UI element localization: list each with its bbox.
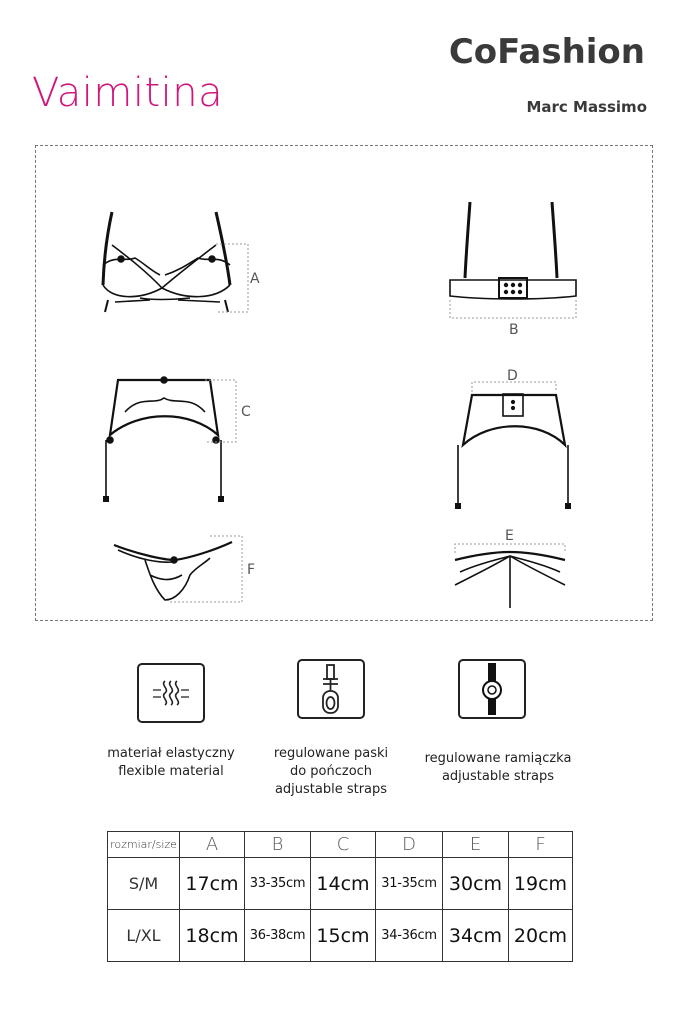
column-header: F [509,832,573,858]
brand-logo: CoFashion [448,32,645,72]
strap-slider-icon [458,659,526,719]
feature-caption-elastic: materiał elastyczny flexible material [107,746,235,779]
table-cell: 17cm [180,858,245,910]
table-cell: 31-35cm [376,858,443,910]
table-cell: 34cm [443,910,509,962]
bra-back-illustration [450,202,576,299]
size-table [107,831,573,962]
table-row [108,858,573,910]
label-b: B [509,322,519,338]
table-cell: 18cm [180,910,245,962]
product-name: Vaimitina [32,70,224,116]
table-cell: 20cm [509,910,573,962]
table-cell: 30cm [443,858,509,910]
garter-front-illustration [103,377,224,502]
size-label: S/M [108,858,180,910]
label-e: E [505,528,514,544]
table-corner: rozmiar/size [108,832,180,858]
table-cell: 36-38cm [245,910,311,962]
size-label: L/XL [108,910,180,962]
elastic-waves-icon [137,663,205,723]
column-header: D [376,832,443,858]
table-row [108,910,573,962]
thong-front-illustration [114,542,232,600]
table-cell: 14cm [311,858,376,910]
table-cell: 33-35cm [245,858,311,910]
label-d: D [507,368,518,384]
label-c: C [241,404,251,420]
table-cell: 19cm [509,858,573,910]
bra-front-illustration [103,212,230,312]
label-f: F [247,562,256,578]
feature-caption-straps: regulowane ramiączka adjustable straps [424,751,572,784]
column-header: E [443,832,509,858]
column-header: B [245,832,311,858]
garter-clip-icon [297,659,365,719]
sub-brand: Marc Massimo [526,98,647,116]
garter-back-illustration [455,394,571,509]
table-header-row [108,832,573,858]
table-cell: 15cm [311,910,376,962]
feature-caption-garter: regulowane paski do pończoch adjustable straps [273,746,389,797]
column-header: C [311,832,376,858]
table-cell: 34-36cm [376,910,443,962]
label-a: A [250,271,260,287]
thong-back-illustration [455,552,565,608]
column-header: A [180,832,245,858]
